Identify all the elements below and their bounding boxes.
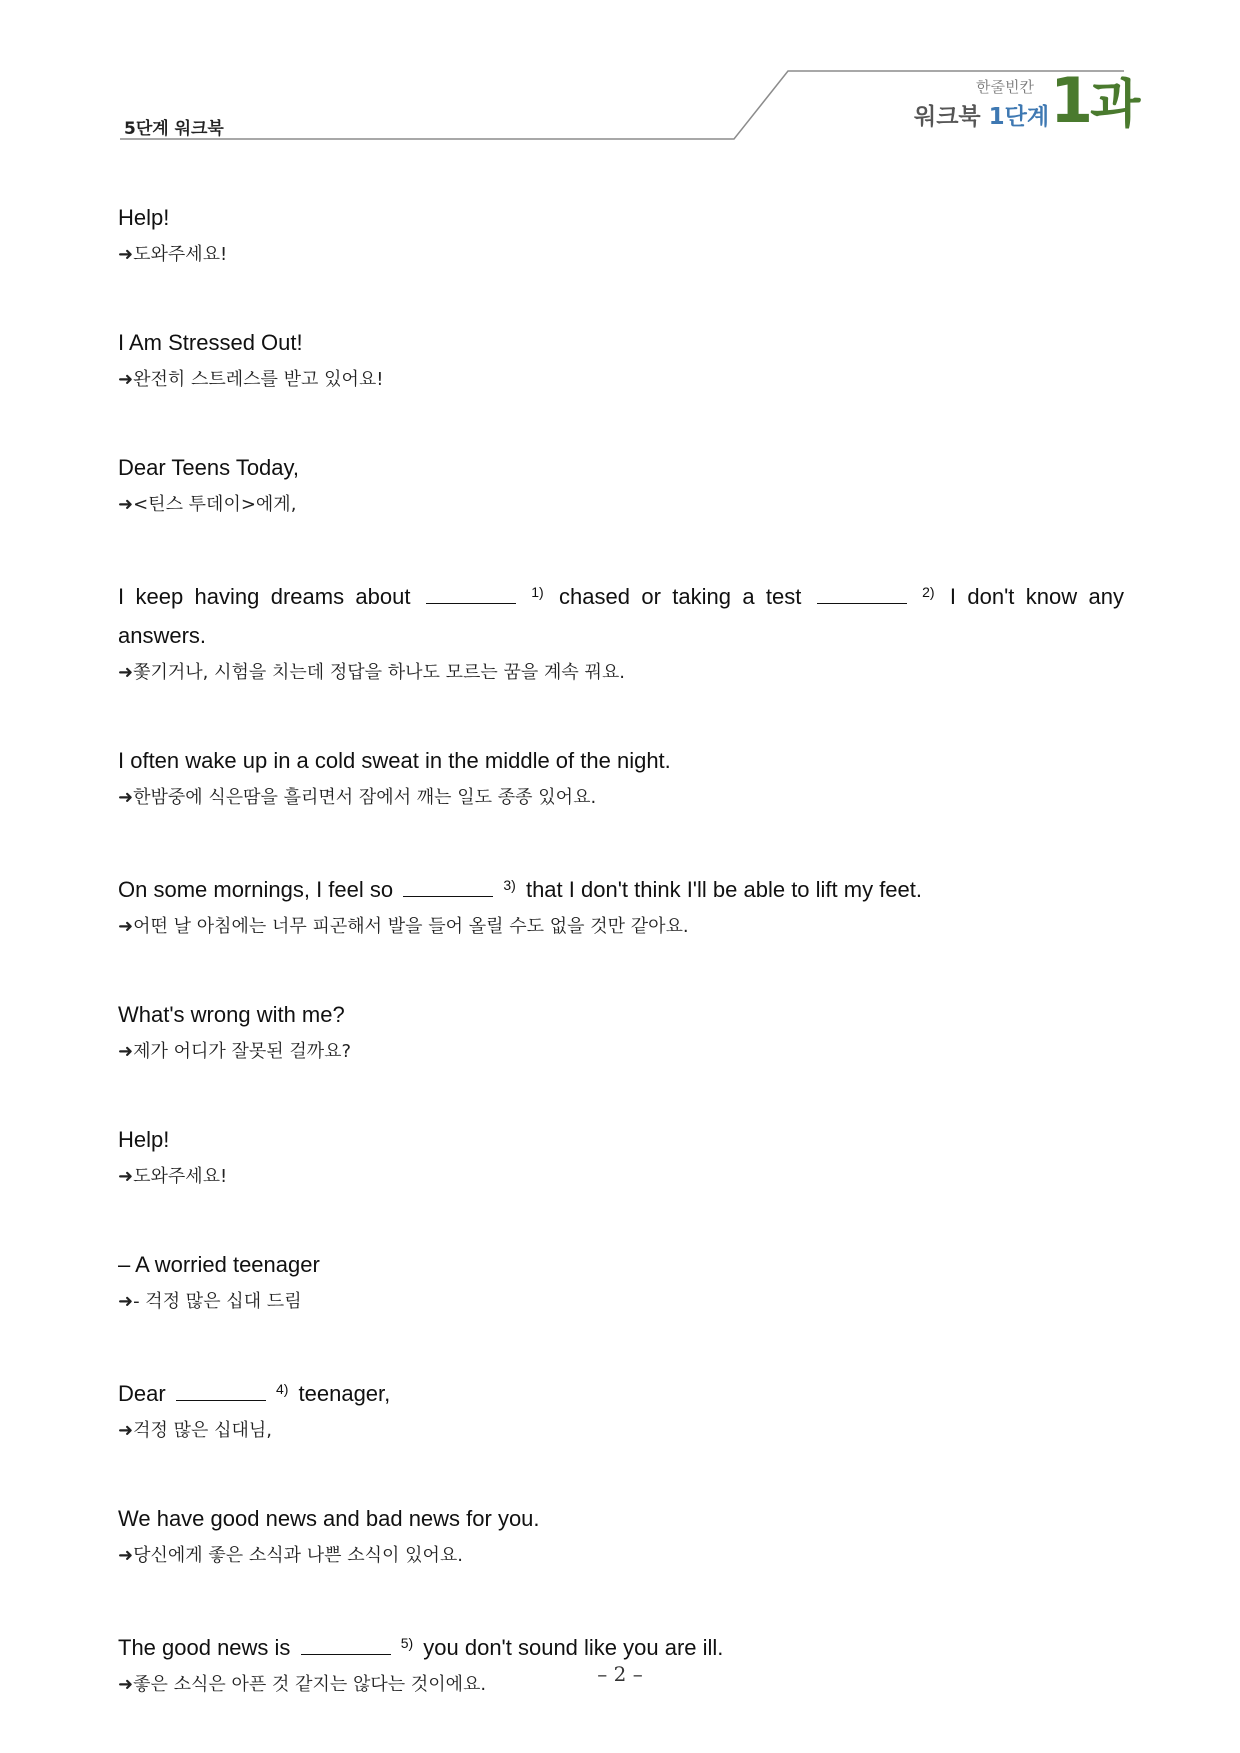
english-sentence: Help!: [118, 1127, 170, 1152]
sentence-pair: [118, 1499, 1124, 1572]
lesson-badge: [1050, 64, 1138, 137]
korean-translation: ➜걱정 많은 십대님,: [118, 1420, 272, 1441]
korean-translation: ➜<틴스 투데이>에게,: [118, 494, 297, 515]
arrow-icon: ➜: [118, 662, 134, 683]
arrow-icon: ➜: [118, 1545, 134, 1566]
korean-translation: ➜한밤중에 식은땀을 흘리면서 잠에서 깨는 일도 종종 있어요.: [118, 787, 597, 808]
blank-number: 3): [503, 877, 516, 893]
sentence-pair: [118, 448, 1124, 521]
sentence-pair: [118, 198, 1124, 271]
english-sentence: We have good news and bad news for you.: [118, 1506, 540, 1531]
sentence-pair: [118, 741, 1124, 814]
korean-translation: ➜좋은 소식은 아픈 것 같지는 않다는 것이에요.: [118, 1674, 487, 1695]
arrow-icon: ➜: [118, 1041, 134, 1062]
arrow-icon: ➜: [118, 1166, 134, 1187]
sentence-pair: [118, 1370, 1124, 1447]
english-sentence: The good news is $^{5)}$ you don't sound like you are ill.: [118, 1635, 724, 1660]
sentence-pair: [118, 1120, 1124, 1193]
sentence-pair: [118, 1245, 1124, 1318]
english-sentence: Dear Teens Today,: [118, 455, 300, 480]
arrow-icon: ➜: [118, 787, 134, 808]
arrow-icon: ➜: [118, 244, 134, 265]
blank-4[interactable]: [176, 1380, 266, 1401]
workbook-level-label: 5단계 워크북: [124, 119, 224, 139]
arrow-icon: ➜: [118, 1674, 134, 1695]
korean-translation: ➜도와주세요!: [118, 244, 228, 265]
exercise-type-label: 한줄빈칸: [976, 78, 1034, 96]
workbook-title: [914, 98, 1049, 131]
english-sentence: I keep having dreams about $^{1)}$ chased or taking a test $^{2)}$ I don't know any answers.: [118, 584, 1124, 648]
arrow-icon: ➜: [118, 1420, 134, 1441]
sentence-pair: [118, 323, 1124, 396]
blank-2[interactable]: [817, 583, 907, 604]
blank-number: 5): [400, 1635, 414, 1651]
blank-1[interactable]: [426, 583, 516, 604]
sentence-pair: [118, 573, 1124, 689]
page-number: – 2 –: [597, 1662, 643, 1686]
arrow-icon: ➜: [118, 494, 134, 515]
sentence-pair: [118, 995, 1124, 1068]
korean-translation: ➜어떤 날 아침에는 너무 피곤해서 발을 들어 올릴 수도 없을 것만 같아요.: [118, 916, 689, 937]
level-label: 1단계: [988, 104, 1050, 130]
sentence-pair: [118, 866, 1124, 943]
english-sentence: – A worried teenager: [118, 1252, 320, 1277]
korean-translation: ➜쫓기거나, 시험을 치는데 정답을 하나도 모르는 꿈을 계속 꿔요.: [118, 662, 626, 683]
blank-number: 1): [531, 584, 544, 600]
english-sentence: What's wrong with me?: [118, 1002, 345, 1027]
blank-3[interactable]: [403, 876, 493, 897]
workbook-label: 워크북: [914, 104, 981, 130]
arrow-icon: ➜: [118, 916, 134, 937]
blank-number: 2): [922, 584, 935, 600]
arrow-icon: ➜: [118, 1291, 134, 1312]
english-sentence: Help!: [118, 205, 170, 230]
korean-translation: ➜완전히 스트레스를 받고 있어요!: [118, 369, 384, 390]
korean-translation: ➜도와주세요!: [118, 1166, 228, 1187]
english-sentence: On some mornings, I feel so $^{3)}$ that I don't think I'll be able to lift my feet.: [118, 877, 923, 902]
english-sentence: Dear $^{4)}$ teenager,: [118, 1381, 391, 1406]
korean-translation: ➜당신에게 좋은 소식과 나쁜 소식이 있어요.: [118, 1545, 464, 1566]
english-sentence: I often wake up in a cold sweat in the middle of the night.: [118, 748, 671, 773]
lesson-number: 1: [1050, 64, 1091, 137]
worksheet-body: [118, 198, 1124, 1753]
english-sentence: I Am Stressed Out!: [118, 330, 303, 355]
lesson-suffix: 과: [1090, 75, 1138, 135]
blank-number: 4): [275, 1381, 289, 1397]
blank-5[interactable]: [301, 1634, 391, 1655]
arrow-icon: ➜: [118, 369, 134, 390]
page-header: [0, 0, 1240, 150]
korean-translation: ➜제가 어디가 잘못된 걸까요?: [118, 1041, 352, 1062]
korean-translation: ➜- 걱정 많은 십대 드림: [118, 1291, 302, 1312]
